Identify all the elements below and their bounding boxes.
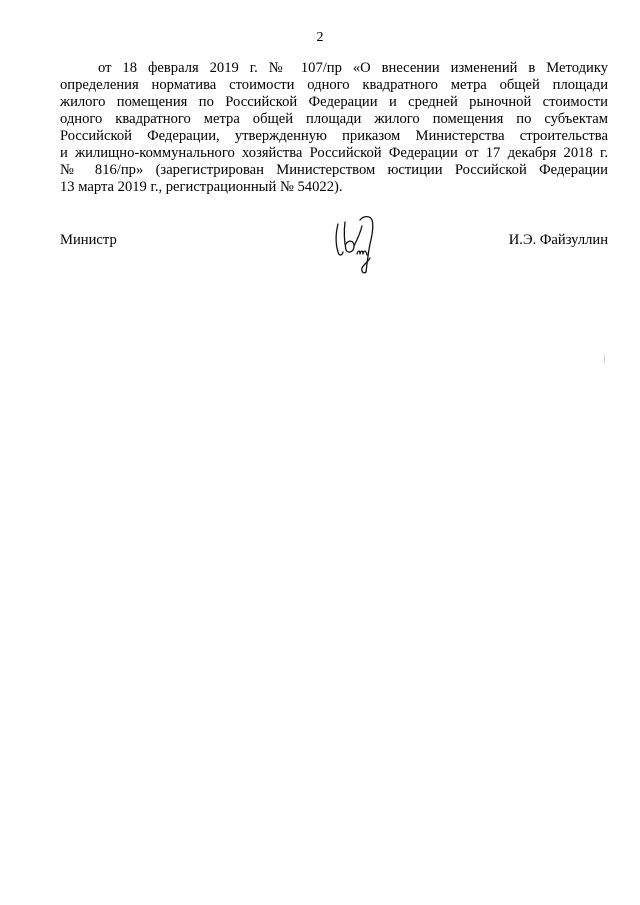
paragraph-line: Российской Федерации, утвержденную приказом Министерства строительства [60, 128, 608, 144]
paragraph-line: жилого помещения по Российской Федерации и средней рыночной стоимости [60, 94, 608, 110]
paragraph-line: определения норматива стоимости одного квадратного метра общей площади [60, 77, 608, 93]
paragraph-line: одного квадратного метра общей площади жилого помещения по субъектам [60, 111, 608, 127]
handwritten-signature [330, 210, 394, 278]
signer-position: Министр [60, 232, 117, 248]
paragraph-line: от 18 февраля 2019 г. № 107/пр «О внесении изменений в Методику [98, 60, 608, 76]
signer-name: И.Э. Файзуллин [508, 232, 608, 248]
paragraph-line: 13 марта 2019 г., регистрационный № 54022). [60, 179, 343, 195]
body-paragraph [60, 60, 608, 196]
paragraph-line: и жилищно-коммунального хозяйства Российской Федерации от 17 декабря 2018 г. [60, 145, 608, 161]
signature-scribble-icon [330, 210, 394, 278]
scan-artifact-mark [604, 355, 605, 363]
paragraph-line: № 816/пр» (зарегистрирован Министерством юстиции Российской Федерации [60, 162, 608, 178]
page-number: 2 [316, 30, 324, 45]
